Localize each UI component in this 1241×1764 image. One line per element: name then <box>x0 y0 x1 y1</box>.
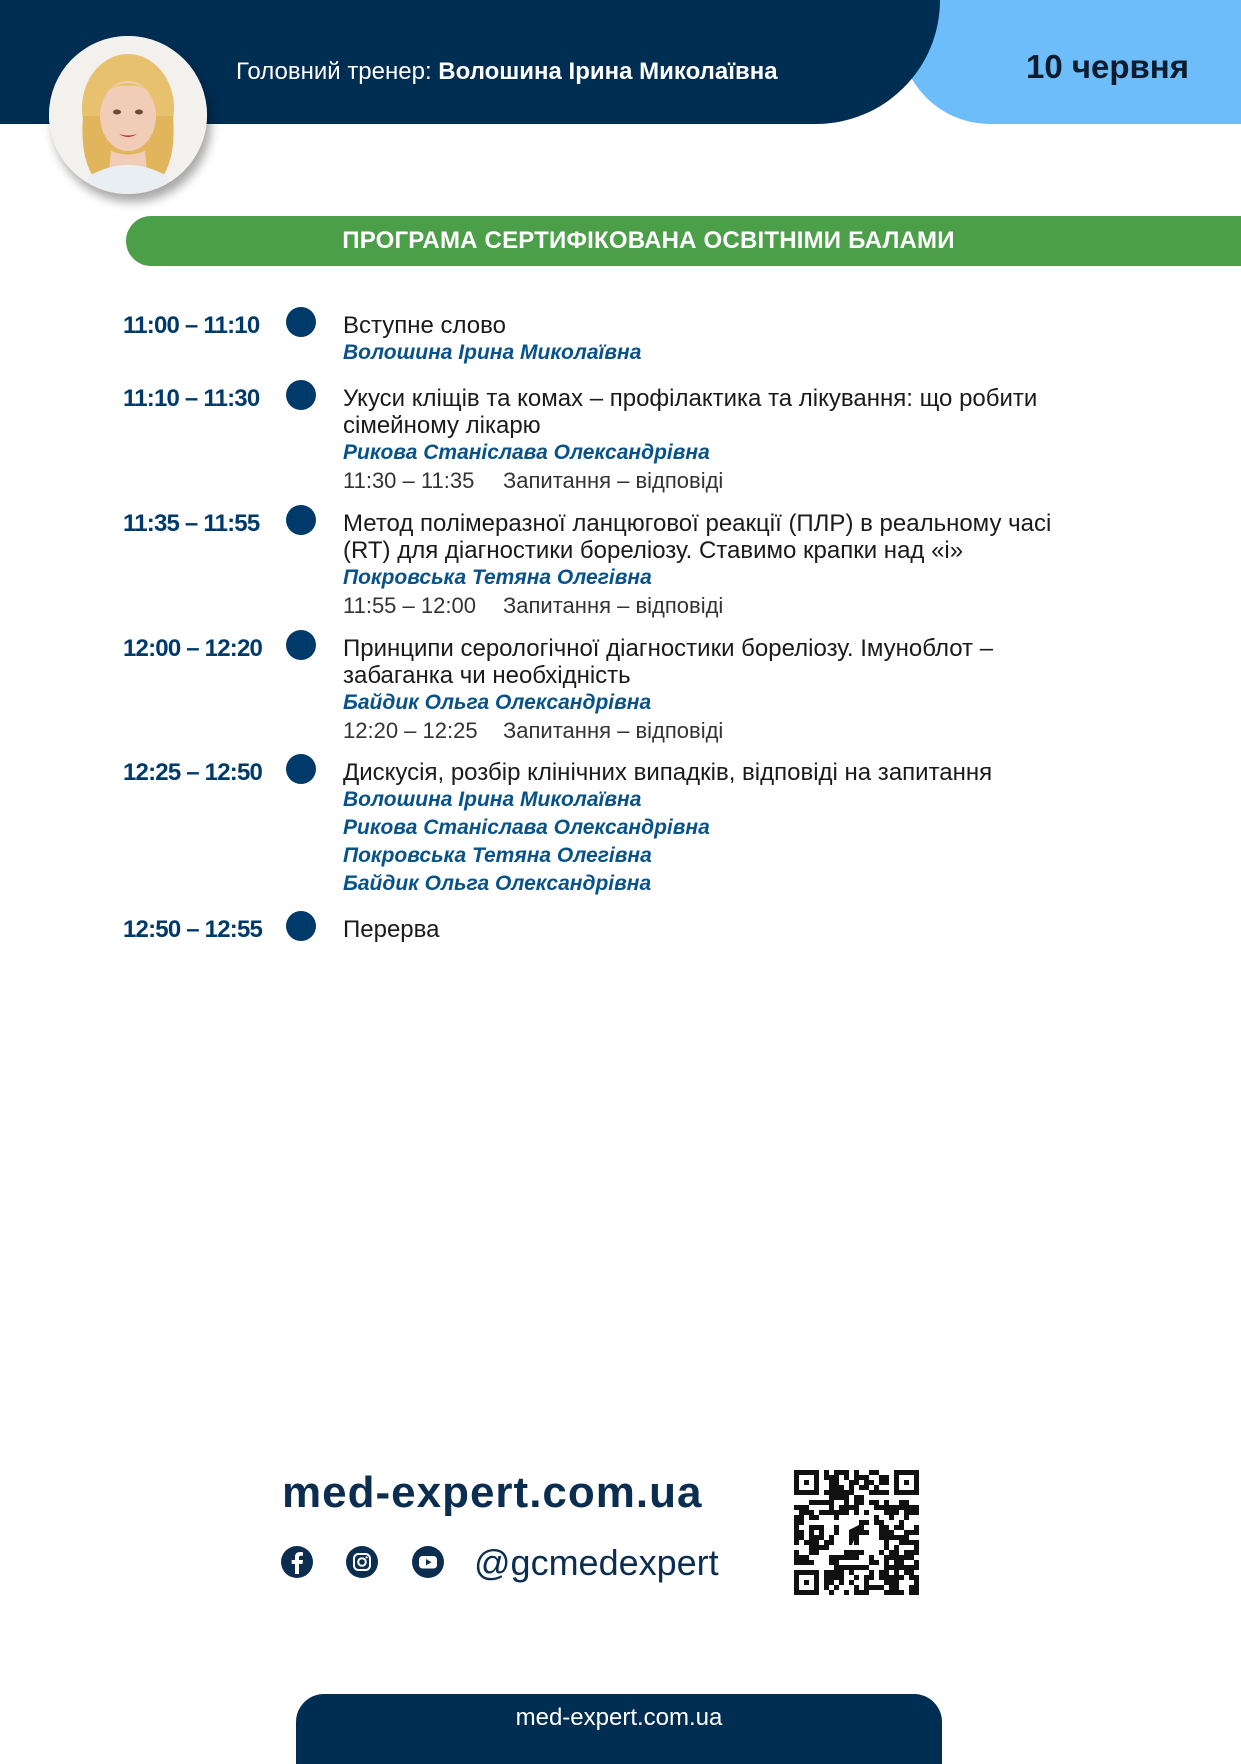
item-speaker: Волошина Ірина Миколаївна <box>343 341 642 364</box>
qa-session <box>343 467 1143 495</box>
item-speaker: Покровська Тетяна Олегівна <box>343 844 652 867</box>
head-coach-label: Головний тренер: <box>236 58 432 85</box>
timeline-dot <box>286 505 316 535</box>
item-body <box>343 759 1143 898</box>
qr-code[interactable] <box>794 1470 919 1595</box>
item-title-line: Дискусія, розбір клінічних випадків, відповіді на запитання <box>343 759 993 786</box>
item-title-line: Укуси кліщів та комах – профілактика та лікування: що робити <box>343 385 1038 412</box>
facebook-icon[interactable] <box>280 1545 314 1579</box>
social-handle[interactable]: @gcmedexpert <box>474 1542 719 1583</box>
item-time: 11:10 – 11:30 <box>123 385 260 412</box>
website-link[interactable]: med-expert.com.ua <box>282 1468 703 1517</box>
item-speaker: Волошина Ірина Миколаївна <box>343 788 642 811</box>
timeline-dot <box>286 307 316 337</box>
item-title-line: (RT) для діагностики бореліозу. Ставимо крапки над «і» <box>343 537 964 564</box>
timeline-dot <box>286 754 316 784</box>
qa-session <box>343 592 1143 620</box>
item-speaker: Покровська Тетяна Олегівна <box>343 566 652 589</box>
item-speaker: Рикова Станіслава Олександрівна <box>343 441 710 464</box>
item-time: 12:00 – 12:20 <box>123 635 263 662</box>
timeline-dot <box>286 630 316 660</box>
qa-label: Запитання – відповіді <box>503 718 724 743</box>
item-time: 11:35 – 11:55 <box>123 510 260 537</box>
item-title-line: забаганка чи необхідність <box>343 662 631 689</box>
coach-portrait-image <box>49 36 207 194</box>
item-speaker: Байдик Ольга Олександрівна <box>343 872 652 895</box>
item-time: 12:50 – 12:55 <box>123 916 263 943</box>
event-date: 10 червня <box>1025 48 1189 85</box>
qa-time: 11:30 – 11:35 <box>343 468 475 493</box>
item-body <box>343 510 1143 620</box>
item-body <box>343 916 1143 943</box>
item-body <box>343 385 1143 495</box>
footer-website[interactable]: med-expert.com.ua <box>515 1704 723 1731</box>
item-speaker: Байдик Ольга Олександрівна <box>343 691 652 714</box>
qa-time: 12:20 – 12:25 <box>343 718 478 743</box>
certified-program-banner: ПРОГРАМА СЕРТИФІКОВАНА ОСВІТНІМИ БАЛАМИ <box>126 216 1241 266</box>
item-body <box>343 312 1143 367</box>
item-time: 11:00 – 11:10 <box>123 312 260 339</box>
item-speaker: Рикова Станіслава Олександрівна <box>343 816 710 839</box>
instagram-icon[interactable] <box>345 1545 379 1579</box>
item-body <box>343 635 1143 745</box>
coach-avatar <box>49 36 207 194</box>
item-title-line: сімейному лікарю <box>343 412 541 439</box>
item-time: 12:25 – 12:50 <box>123 759 263 786</box>
item-title-line: Перерва <box>343 916 440 943</box>
qa-time: 11:55 – 12:00 <box>343 593 476 618</box>
timeline-dot <box>286 911 316 941</box>
item-title-line: Принципи серологічної діагностики бореліозу. Імуноблот – <box>343 635 994 662</box>
item-title-line: Вступне слово <box>343 312 506 339</box>
head-coach-name: Волошина Ірина Миколаївна <box>438 58 778 85</box>
youtube-icon[interactable] <box>411 1545 445 1579</box>
qa-label: Запитання – відповіді <box>503 593 724 618</box>
head-coach <box>236 58 778 86</box>
item-title-line: Метод полімеразної ланцюгової реакції (ПЛР) в реальному часі <box>343 510 1052 537</box>
timeline-dot <box>286 380 316 410</box>
qa-session <box>343 717 1143 745</box>
qa-label: Запитання – відповіді <box>503 468 724 493</box>
